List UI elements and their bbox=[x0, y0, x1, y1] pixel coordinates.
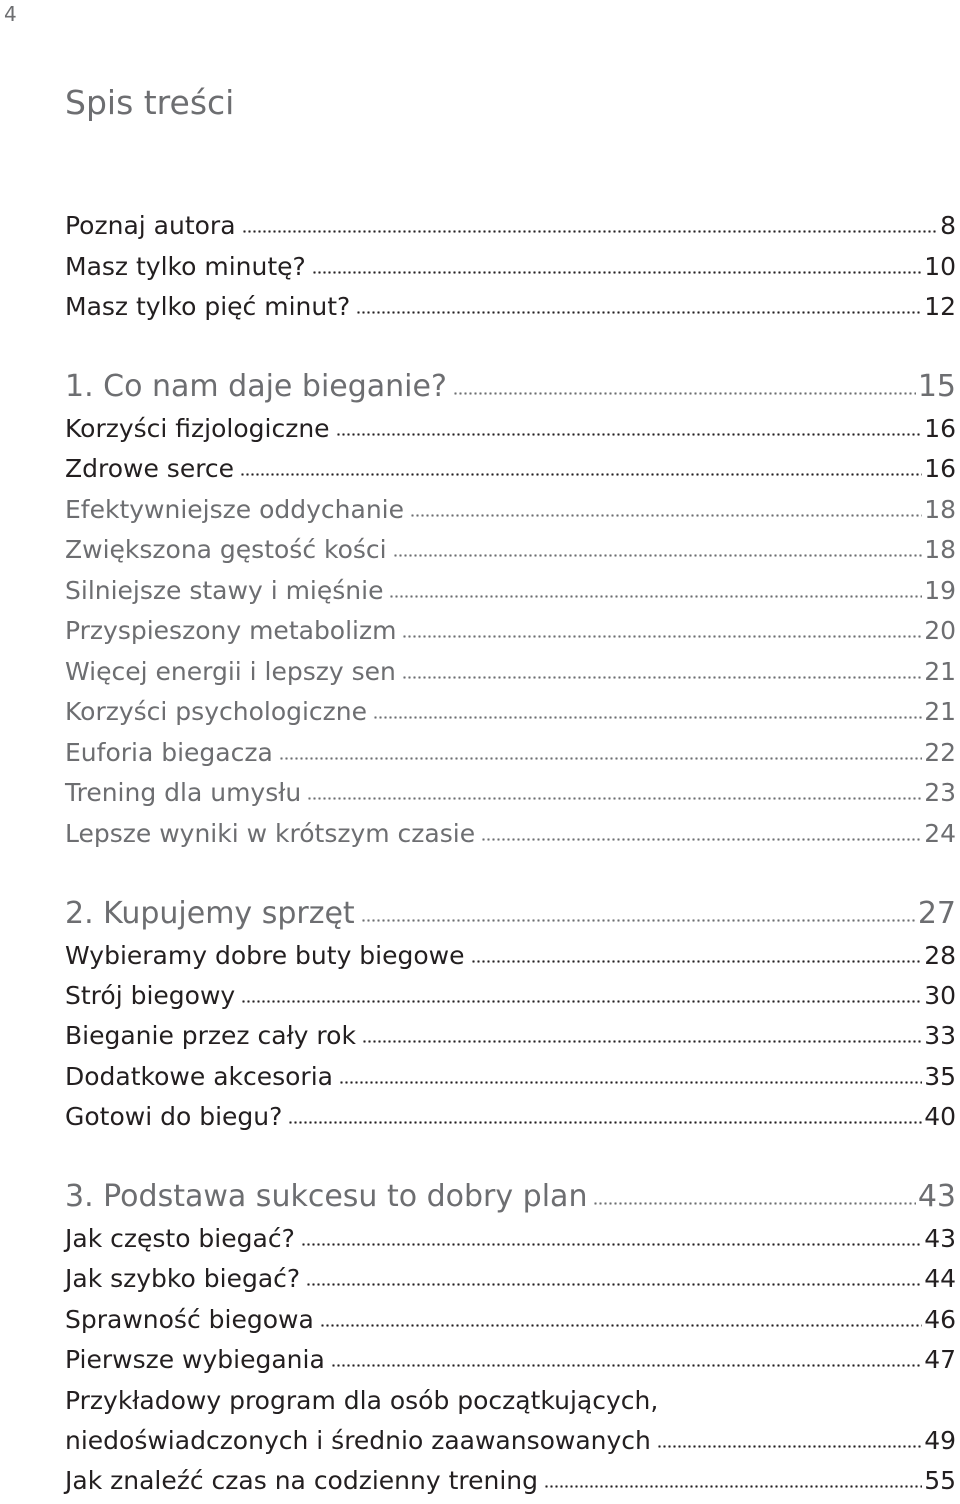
toc-entry-page: 30 bbox=[924, 981, 956, 1010]
toc-entry-label: Zdrowe serce bbox=[65, 454, 235, 483]
toc-entry-page: 24 bbox=[924, 819, 956, 848]
toc-chapter-entry[interactable] bbox=[65, 896, 956, 932]
toc-entry-page: 40 bbox=[924, 1102, 956, 1131]
toc-entry[interactable] bbox=[65, 941, 956, 971]
dot-leader bbox=[306, 1281, 922, 1287]
dot-leader bbox=[312, 269, 922, 275]
toc-entry-page: 15 bbox=[917, 369, 956, 404]
dot-leader bbox=[593, 1200, 915, 1206]
dot-leader bbox=[389, 593, 922, 599]
dot-leader bbox=[339, 1079, 922, 1085]
toc-entry-page: 55 bbox=[924, 1466, 956, 1495]
toc-entry-label: 2. Kupujemy sprzęt bbox=[65, 896, 355, 931]
toc-entry[interactable] bbox=[65, 211, 956, 241]
toc-entry-page: 33 bbox=[924, 1021, 956, 1050]
toc-entry[interactable] bbox=[65, 535, 956, 565]
toc-entry[interactable] bbox=[65, 292, 956, 322]
dot-leader bbox=[361, 917, 916, 923]
toc-entry[interactable] bbox=[65, 1466, 956, 1496]
dot-leader bbox=[242, 228, 939, 234]
dot-leader bbox=[336, 431, 923, 437]
toc-entry-page: 16 bbox=[924, 414, 956, 443]
dot-leader bbox=[657, 1443, 922, 1449]
toc-entry-label: Jak szybko biegać? bbox=[65, 1264, 301, 1293]
toc-entry-label: Korzyści psychologiczne bbox=[65, 697, 368, 726]
toc-entry-label: Lepsze wyniki w krótszym czasie bbox=[65, 819, 476, 848]
toc-entry[interactable] bbox=[65, 495, 956, 525]
toc-entry[interactable] bbox=[65, 1062, 956, 1092]
dot-leader bbox=[373, 714, 922, 720]
dot-leader bbox=[410, 512, 922, 518]
toc-entry[interactable] bbox=[65, 616, 956, 646]
toc-entry[interactable] bbox=[65, 454, 956, 484]
toc-entry-label: Poznaj autora bbox=[65, 211, 236, 240]
toc-entry[interactable] bbox=[65, 1426, 956, 1456]
dot-leader bbox=[331, 1362, 922, 1368]
toc-entry[interactable] bbox=[65, 697, 956, 727]
toc-entry-page: 47 bbox=[924, 1345, 956, 1374]
toc-entry-label: Euforia biegacza bbox=[65, 738, 273, 767]
dot-leader bbox=[288, 1119, 922, 1125]
toc-entry-label: Masz tylko minutę? bbox=[65, 252, 306, 281]
toc-entry[interactable] bbox=[65, 819, 956, 849]
toc-entry[interactable] bbox=[65, 657, 956, 687]
toc-entry[interactable] bbox=[65, 1102, 956, 1132]
toc-entry-label: niedoświadczonych i średnio zaawansowanych bbox=[65, 1426, 651, 1455]
toc-entry-label: Przyspieszony metabolizm bbox=[65, 616, 397, 645]
toc-entry-label: Trening dla umysłu bbox=[65, 778, 302, 807]
toc-entry-label: Sprawność biegowa bbox=[65, 1305, 314, 1334]
toc-entry-page: 18 bbox=[924, 495, 956, 524]
toc-entry-label: Zwiększona gęstość kości bbox=[65, 535, 387, 564]
toc-entry-label: 3. Podstawa sukcesu to dobry plan bbox=[65, 1179, 588, 1214]
dot-leader bbox=[279, 755, 922, 761]
toc-entry-page: 22 bbox=[924, 738, 956, 767]
toc-entry-label: Bieganie przez cały rok bbox=[65, 1021, 356, 1050]
dot-leader bbox=[393, 552, 923, 558]
toc-entry[interactable] bbox=[65, 576, 956, 606]
dot-leader bbox=[402, 633, 922, 639]
toc-entry[interactable] bbox=[65, 1264, 956, 1294]
toc-entry[interactable] bbox=[65, 1224, 956, 1254]
toc-entry-page: 8 bbox=[940, 211, 956, 240]
dot-leader bbox=[362, 1038, 922, 1044]
toc-entry-label: Gotowi do biegu? bbox=[65, 1102, 283, 1131]
toc-entry-label: Masz tylko pięć minut? bbox=[65, 292, 351, 321]
toc-chapter-entry[interactable] bbox=[65, 1179, 956, 1215]
toc-entry-label: Silniejsze stawy i mięśnie bbox=[65, 576, 384, 605]
toc-entry-page: 35 bbox=[924, 1062, 956, 1091]
toc-entry-page: 18 bbox=[924, 535, 956, 564]
dot-leader bbox=[320, 1322, 922, 1328]
dot-leader bbox=[301, 1241, 922, 1247]
toc-entry-label: Strój biegowy bbox=[65, 981, 236, 1010]
toc-entry-label: Pierwsze wybiegania bbox=[65, 1345, 325, 1374]
dot-leader bbox=[481, 836, 922, 842]
page-number: 4 bbox=[4, 2, 17, 26]
toc-chapter-entry[interactable] bbox=[65, 369, 956, 405]
toc-entry[interactable] bbox=[65, 1021, 956, 1051]
dot-leader bbox=[453, 390, 916, 396]
toc-entry-label: Korzyści fizjologiczne bbox=[65, 414, 330, 443]
toc-entry-label: Przykładowy program dla osób początkujących, bbox=[65, 1386, 659, 1415]
toc-entry-page: 23 bbox=[924, 778, 956, 807]
dot-leader bbox=[402, 674, 922, 680]
dot-leader bbox=[544, 1483, 922, 1489]
toc-entry-page: 10 bbox=[924, 252, 956, 281]
toc-entry-page: 46 bbox=[924, 1305, 956, 1334]
toc-entry-page: 16 bbox=[924, 454, 956, 483]
toc-entry-page: 21 bbox=[924, 697, 956, 726]
toc-entry-page: 28 bbox=[924, 941, 956, 970]
dot-leader bbox=[307, 795, 922, 801]
toc-entry-label: 1. Co nam daje bieganie? bbox=[65, 369, 447, 404]
toc-entry[interactable] bbox=[65, 1305, 956, 1335]
toc-entry-label: Więcej energii i lepszy sen bbox=[65, 657, 396, 686]
toc-entry-label: Jak często biegać? bbox=[65, 1224, 295, 1253]
toc-entry-page: 20 bbox=[924, 616, 956, 645]
toc-entry-page: 12 bbox=[924, 292, 956, 321]
toc-entry-page: 49 bbox=[924, 1426, 956, 1455]
toc-entry[interactable] bbox=[65, 981, 956, 1011]
toc-entry-page: 43 bbox=[917, 1179, 956, 1214]
toc-entry-label: Efektywniejsze oddychanie bbox=[65, 495, 405, 524]
dot-leader bbox=[471, 958, 923, 964]
toc-entry-page: 44 bbox=[924, 1264, 956, 1293]
toc-entry[interactable] bbox=[65, 1345, 956, 1375]
dot-leader bbox=[241, 998, 922, 1004]
dot-leader bbox=[240, 471, 922, 477]
toc-entry-page: 43 bbox=[924, 1224, 956, 1253]
toc-entry-page: 27 bbox=[917, 896, 956, 931]
dot-leader bbox=[356, 309, 922, 315]
toc-entry-label: Jak znaleźć czas na codzienny trening bbox=[65, 1466, 539, 1495]
toc-entry-line[interactable] bbox=[65, 1386, 956, 1416]
toc-entry[interactable] bbox=[65, 738, 956, 768]
toc-entry[interactable] bbox=[65, 778, 956, 808]
toc-entry[interactable] bbox=[65, 414, 956, 444]
toc-entry-label: Dodatkowe akcesoria bbox=[65, 1062, 333, 1091]
toc-entry-page: 21 bbox=[924, 657, 956, 686]
toc-entry-page: 19 bbox=[924, 576, 956, 605]
toc-title: Spis treści bbox=[65, 83, 235, 122]
toc-entry-label: Wybieramy dobre buty biegowe bbox=[65, 941, 465, 970]
toc-entry[interactable] bbox=[65, 252, 956, 282]
